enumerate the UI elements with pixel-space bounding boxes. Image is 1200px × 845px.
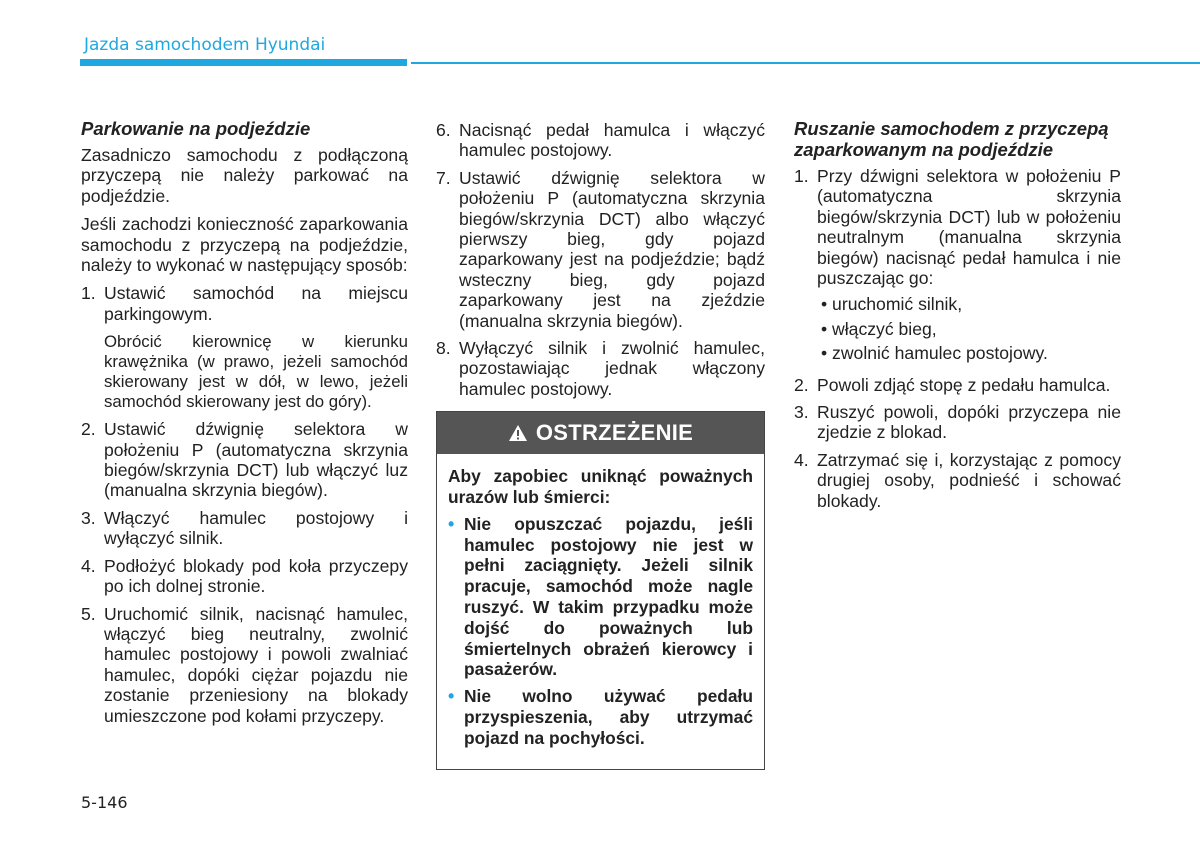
step-number: 8.	[436, 338, 451, 359]
step-number: 1.	[794, 166, 809, 186]
sub-bullets	[817, 294, 1121, 363]
section-heading: Ruszanie samochodem z przyczepą zaparkowanym na podjeździe	[794, 118, 1109, 160]
step-number: 2.	[794, 374, 809, 395]
warning-title: OSTRZEŻENIE	[535, 420, 694, 446]
warning-bullet-text: Nie opuszczać pojazdu, jeśli hamulec postojowy nie jest w pełni zaciągnięty. Jeżeli silnik pracuje, samochód może nagle ruszyć. W takim przypadku może dojść do poważnych lub śmiertelnych obrażeń kierowcy i pasażerów.	[464, 513, 753, 680]
step-text: Nacisnąć pedał hamulca i włączyć hamulec postojowy.	[459, 120, 765, 161]
section-heading: Parkowanie na podjeździe	[81, 118, 311, 139]
list-item	[81, 556, 408, 597]
step-text: Zatrzymać się i, korzystając z pomocy drugiej osoby, podnieść i schować blokady.	[817, 449, 1121, 511]
warning-intro: Aby zapobiec uniknąć poważnych urazów lub śmierci:	[448, 466, 753, 508]
step-number: 4.	[81, 555, 96, 576]
warning-body	[437, 454, 764, 768]
list-item	[81, 419, 408, 501]
column-middle	[436, 120, 765, 770]
step-list	[794, 166, 1121, 511]
list-item: • uruchomić silnik,	[821, 294, 963, 315]
list-item	[436, 168, 765, 331]
list-item	[81, 508, 408, 549]
bullet-dot-icon: •	[448, 513, 455, 534]
step-number: 6.	[436, 120, 451, 140]
header-rule-thick	[80, 59, 407, 66]
step-note: Obrócić kierownicę w kierunku krawężnika (w prawo, jeżeli samochód skierowany jest w dół, w lewo, jeżeli samochód skierowany jest do góry).	[104, 332, 408, 412]
column-left	[81, 118, 408, 733]
step-text: Uruchomić silnik, nacisnąć hamulec, włączyć bieg neutralny, zwolnić hamulec postojowy i powoli zwalniać hamulec, dopóki ciężar pojazdu nie zostanie przeniesiony na blokady umieszczone pod kołami przyczepy.	[104, 603, 408, 726]
list-item	[436, 120, 765, 161]
list-item	[436, 338, 765, 399]
paragraph: Zasadniczo samochodu z podłączoną przyczepą nie należy parkować na podjeździe.	[81, 145, 408, 206]
list-item: • włączyć bieg,	[821, 318, 937, 339]
step-number: 2.	[81, 419, 96, 440]
step-text: Przy dźwigni selektora w położeniu P (automatyczna skrzynia biegów/skrzynia DCT) lub w położeniu neutralnym (manualna skrzynia biegów) nacisnąć pedał hamulca i nie puszczając go:	[817, 166, 1121, 289]
step-number: 7.	[436, 167, 451, 188]
list-item	[81, 283, 408, 412]
step-text: Ruszyć powoli, dopóki przyczepa nie zjedzie z blokad.	[817, 402, 1121, 443]
column-right	[794, 118, 1121, 518]
bullet-dot-icon: •	[448, 686, 455, 707]
list-item	[794, 402, 1121, 443]
warning-box	[436, 411, 765, 769]
step-number: 3.	[794, 402, 809, 423]
list-item	[794, 166, 1121, 368]
header-rule-thin	[411, 62, 1200, 64]
step-text: Wyłączyć silnik i zwolnić hamulec, pozostawiając jednak włączony hamulec postojowy.	[459, 338, 765, 399]
list-item	[448, 514, 753, 680]
step-number: 4.	[794, 449, 809, 470]
step-text: Włączyć hamulec postojowy i wyłączyć silnik.	[104, 507, 408, 549]
step-text: Ustawić samochód na miejscu parkingowym.	[104, 283, 408, 324]
list-item	[794, 375, 1121, 395]
step-text: Powoli zdjąć stopę z pedału hamulca.	[817, 374, 1111, 395]
list-item	[794, 450, 1121, 511]
paragraph: Jeśli zachodzi konieczność zaparkowania samochodu z przyczepą na podjeździe, należy to wykonać w następujący sposób:	[81, 214, 408, 276]
warning-bullets	[448, 514, 753, 749]
step-list	[81, 283, 408, 726]
step-number: 1.	[81, 283, 96, 304]
header-title: Jazda samochodem Hyundai	[84, 35, 326, 55]
list-item: • zwolnić hamulec postojowy.	[821, 343, 1048, 364]
step-number: 3.	[81, 507, 96, 528]
step-text: Ustawić dźwignię selektora w położeniu P (automatyczna skrzynia biegów/skrzynia DCT) albo włączyć pierwszy bieg, gdy pojazd zaparkowany jest na podjeździe; bądź wsteczny bieg, gdy pojazd zaparkowany jest na zjeździe (manualna skrzynia biegów).	[459, 167, 765, 331]
warning-triangle-icon	[508, 424, 528, 442]
step-text: Ustawić dźwignię selektora w położeniu P (automatyczna skrzynia biegów/skrzynia DCT) lub włączyć luz (manualna skrzynia biegów).	[104, 419, 408, 501]
warning-header	[437, 412, 764, 454]
step-list	[436, 120, 765, 399]
step-number: 5.	[81, 603, 96, 624]
list-item	[81, 604, 408, 726]
warning-bullet-text: Nie wolno używać pedału przyspieszenia, aby utrzymać pojazd na pochyłości.	[464, 686, 753, 748]
list-item	[448, 686, 753, 748]
step-text: Podłożyć blokady pod koła przyczepy po ich dolnej stronie.	[104, 555, 408, 597]
page-number: 5-146	[81, 793, 128, 812]
